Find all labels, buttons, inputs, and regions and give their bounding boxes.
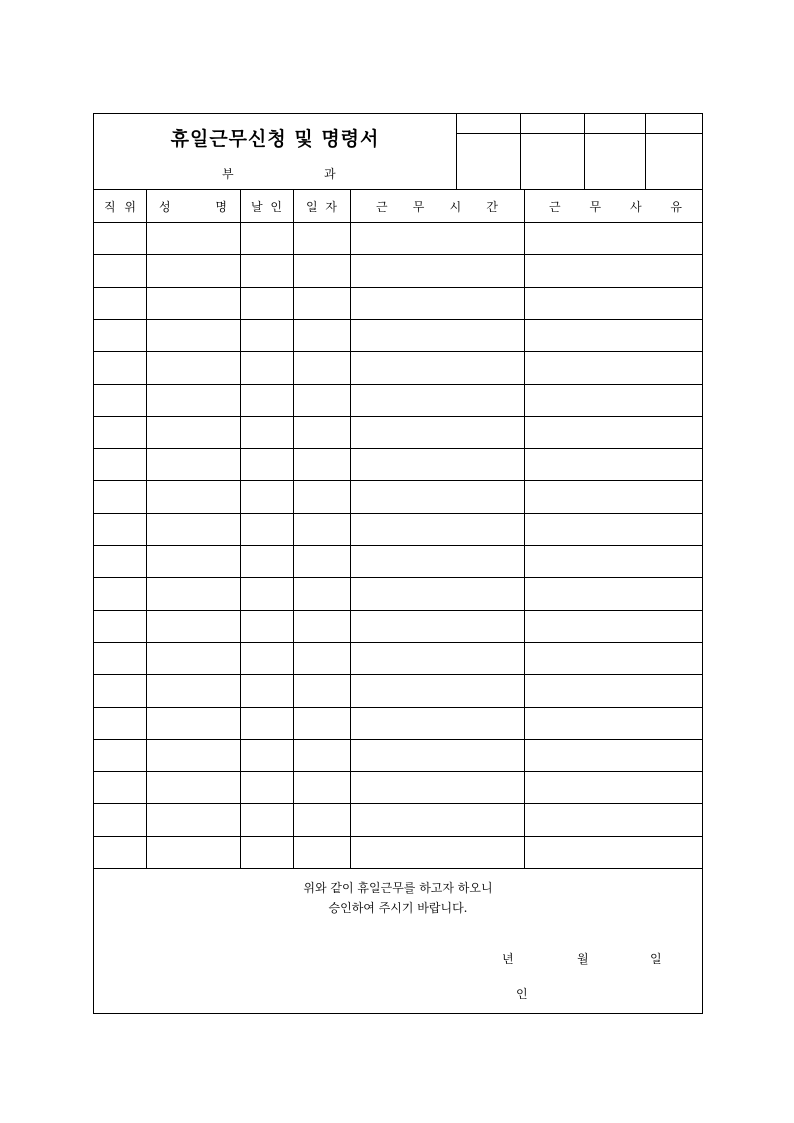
- footer-request-line-1: 위와 같이 휴일근무를 하고자 하오니: [303, 881, 493, 895]
- table-row: [94, 448, 702, 480]
- table-row: [94, 254, 702, 286]
- table-row: [94, 480, 702, 512]
- header-work-time: 근 무 시 간: [376, 199, 498, 214]
- table-column-divider: [240, 189, 241, 868]
- table-row: [94, 803, 702, 835]
- table-row: [94, 545, 702, 577]
- table-column-divider: [293, 189, 294, 868]
- footer-month-label: 월: [577, 952, 589, 966]
- table-column-divider: [524, 189, 525, 868]
- table-row: [94, 642, 702, 674]
- table-row: [94, 674, 702, 706]
- department-gwa-label: 과: [324, 167, 336, 181]
- footer-day-label: 일: [650, 952, 662, 966]
- header-date: 일 자: [306, 199, 337, 214]
- table-row: [94, 610, 702, 642]
- footer-request-line-2: 승인하여 주시기 바랍니다.: [328, 901, 468, 915]
- table-row: [94, 577, 702, 609]
- table-row: [94, 739, 702, 771]
- header-name: 성 명: [159, 199, 227, 214]
- footer-year-label: 년: [502, 952, 514, 966]
- footer-seal-label: 인: [516, 987, 528, 1001]
- form-title: 휴일근무신청 및 명령서: [170, 128, 380, 150]
- table-row-divider: [94, 868, 702, 869]
- table-row: [94, 771, 702, 803]
- table-row: [94, 287, 702, 319]
- holiday-work-form: [93, 113, 703, 1014]
- table-column-divider: [146, 189, 147, 868]
- header-seal: 날 인: [251, 199, 282, 214]
- table-row: [94, 836, 702, 868]
- department-bu-label: 부: [222, 167, 234, 181]
- table-row: [94, 416, 702, 448]
- header-position: 직 위: [104, 199, 136, 214]
- table-row: [94, 351, 702, 383]
- table-row: [94, 707, 702, 739]
- table-row: [94, 513, 702, 545]
- table-column-divider: [350, 189, 351, 868]
- header-work-reason: 근 무 사 유: [549, 199, 682, 214]
- table-row: [94, 319, 702, 351]
- table-row: [94, 222, 702, 254]
- table-row: [94, 384, 702, 416]
